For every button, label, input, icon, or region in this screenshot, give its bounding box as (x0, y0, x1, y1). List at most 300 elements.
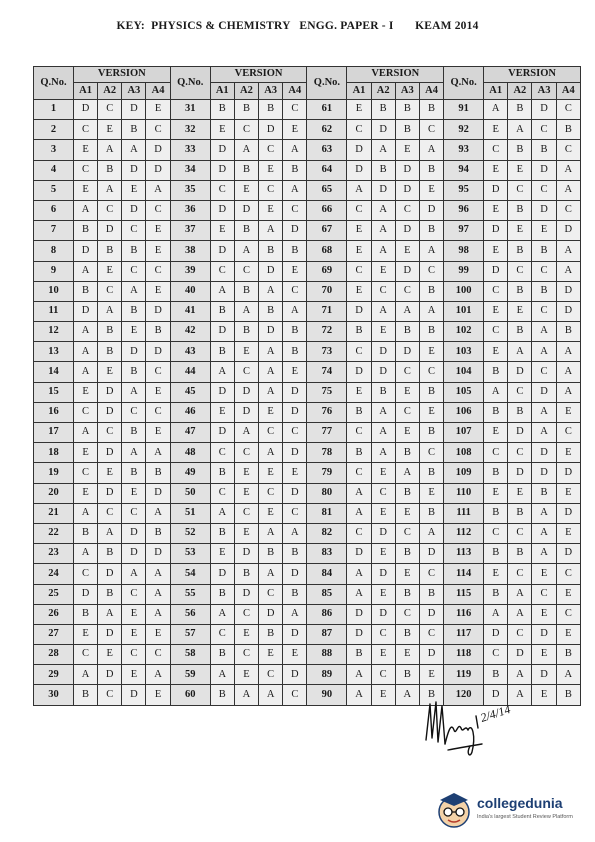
answer-cell: E (259, 463, 283, 483)
answer-cell: A (98, 523, 122, 543)
answer-cell: E (484, 200, 508, 220)
answer-cell: A (73, 322, 97, 342)
answer-cell: B (532, 241, 556, 261)
answer-cell: B (395, 322, 419, 342)
question-number: 46 (170, 402, 210, 422)
table-row (34, 362, 581, 382)
answer-cell: B (532, 281, 556, 301)
answer-cell: E (484, 301, 508, 321)
answer-cell: B (210, 645, 234, 665)
answer-cell: B (283, 160, 307, 180)
answer-cell: B (508, 100, 532, 120)
answer-cell: A (532, 402, 556, 422)
answer-cell: B (73, 604, 97, 624)
answer-cell: C (532, 584, 556, 604)
answer-cell: E (419, 665, 443, 685)
answer-key-body (34, 100, 581, 706)
question-number: 88 (307, 645, 347, 665)
qno-header: Q.No. (34, 67, 74, 100)
answer-cell: E (371, 584, 395, 604)
answer-cell: D (98, 483, 122, 503)
answer-cell: C (210, 261, 234, 281)
question-number: 55 (170, 584, 210, 604)
question-number: 91 (444, 100, 484, 120)
question-number: 19 (34, 463, 74, 483)
question-number: 30 (34, 685, 74, 705)
answer-cell: C (122, 402, 146, 422)
answer-cell: A (210, 362, 234, 382)
answer-cell: D (371, 604, 395, 624)
table-row (34, 120, 581, 140)
answer-cell: A (122, 281, 146, 301)
answer-cell: B (419, 423, 443, 443)
question-number: 23 (34, 544, 74, 564)
table-row (34, 604, 581, 624)
answer-cell: B (210, 523, 234, 543)
answer-cell: B (122, 463, 146, 483)
answer-cell: D (234, 402, 258, 422)
answer-cell: D (259, 322, 283, 342)
question-number: 47 (170, 423, 210, 443)
qno-header: Q.No. (444, 67, 484, 100)
answer-cell: A (122, 443, 146, 463)
answer-cell: C (556, 140, 580, 160)
answer-cell: B (508, 281, 532, 301)
answer-cell: A (371, 301, 395, 321)
answer-cell: D (395, 180, 419, 200)
answer-cell: D (210, 564, 234, 584)
answer-cell: B (395, 483, 419, 503)
answer-cell: D (283, 564, 307, 584)
answer-cell: A (556, 382, 580, 402)
answer-cell: B (283, 322, 307, 342)
answer-cell: D (122, 342, 146, 362)
answer-cell: D (395, 160, 419, 180)
answer-cell: D (234, 584, 258, 604)
question-number: 62 (307, 120, 347, 140)
answer-cell: D (556, 221, 580, 241)
answer-cell: D (484, 221, 508, 241)
question-number: 72 (307, 322, 347, 342)
answer-cell: C (283, 281, 307, 301)
answer-cell: E (347, 281, 371, 301)
answer-cell: B (395, 584, 419, 604)
answer-cell: C (347, 423, 371, 443)
question-number: 94 (444, 160, 484, 180)
answer-cell: D (210, 322, 234, 342)
question-number: 64 (307, 160, 347, 180)
answer-cell: B (556, 645, 580, 665)
answer-cell: C (98, 281, 122, 301)
answer-cell: A (371, 200, 395, 220)
answer-cell: D (73, 100, 97, 120)
answer-cell: B (484, 584, 508, 604)
answer-cell: C (371, 665, 395, 685)
answer-cell: E (532, 604, 556, 624)
answer-cell: D (122, 200, 146, 220)
answer-cell: B (508, 200, 532, 220)
answer-cell: D (98, 564, 122, 584)
question-number: 118 (444, 645, 484, 665)
answer-cell: C (484, 645, 508, 665)
answer-cell: D (508, 423, 532, 443)
answer-cell: C (419, 564, 443, 584)
answer-cell: E (532, 221, 556, 241)
answer-cell: E (395, 382, 419, 402)
answer-cell: C (122, 645, 146, 665)
answer-cell: C (419, 120, 443, 140)
answer-cell: A (73, 261, 97, 281)
answer-cell: B (484, 362, 508, 382)
question-number: 79 (307, 463, 347, 483)
question-number: 76 (307, 402, 347, 422)
answer-cell: A (556, 362, 580, 382)
question-number: 1 (34, 100, 74, 120)
answer-cell: C (283, 503, 307, 523)
question-number: 112 (444, 523, 484, 543)
version-header: VERSION (347, 67, 444, 83)
answer-cell: D (556, 503, 580, 523)
answer-cell: D (283, 665, 307, 685)
answer-cell: B (484, 544, 508, 564)
question-number: 71 (307, 301, 347, 321)
answer-cell: E (484, 342, 508, 362)
answer-cell: E (556, 402, 580, 422)
answer-cell: C (259, 665, 283, 685)
answer-cell: D (508, 645, 532, 665)
question-number: 5 (34, 180, 74, 200)
answer-cell: A (146, 503, 170, 523)
answer-cell: A (556, 160, 580, 180)
answer-cell: D (73, 301, 97, 321)
answer-cell: B (395, 100, 419, 120)
question-number: 114 (444, 564, 484, 584)
answer-cell: E (122, 624, 146, 644)
qno-header: Q.No. (307, 67, 347, 100)
answer-cell: D (210, 241, 234, 261)
table-row (34, 180, 581, 200)
answer-cell: D (347, 140, 371, 160)
question-number: 120 (444, 685, 484, 705)
answer-cell: A (234, 301, 258, 321)
answer-cell: C (532, 120, 556, 140)
answer-cell: A (73, 665, 97, 685)
answer-cell: D (419, 645, 443, 665)
answer-cell: B (371, 160, 395, 180)
answer-cell: B (532, 483, 556, 503)
answer-cell: E (234, 624, 258, 644)
answer-cell: C (532, 362, 556, 382)
answer-cell: A (508, 604, 532, 624)
answer-cell: E (146, 685, 170, 705)
answer-cell: C (419, 261, 443, 281)
answer-cell: C (234, 443, 258, 463)
answer-cell: A (146, 604, 170, 624)
version-code: A4 (419, 83, 443, 100)
answer-cell: A (259, 685, 283, 705)
question-number: 37 (170, 221, 210, 241)
answer-cell: A (259, 443, 283, 463)
answer-cell: B (419, 685, 443, 705)
table-row (34, 281, 581, 301)
answer-cell: E (484, 564, 508, 584)
answer-cell: A (146, 180, 170, 200)
question-number: 82 (307, 523, 347, 543)
question-number: 28 (34, 645, 74, 665)
answer-cell: E (98, 463, 122, 483)
answer-cell: A (347, 584, 371, 604)
question-number: 26 (34, 604, 74, 624)
answer-cell: A (532, 342, 556, 362)
answer-cell: E (122, 483, 146, 503)
answer-cell: B (98, 342, 122, 362)
question-number: 108 (444, 443, 484, 463)
answer-cell: E (98, 362, 122, 382)
question-number: 102 (444, 322, 484, 342)
answer-cell: A (395, 685, 419, 705)
version-code: A4 (146, 83, 170, 100)
question-number: 43 (170, 342, 210, 362)
question-number: 42 (170, 322, 210, 342)
answer-cell: E (419, 402, 443, 422)
answer-cell: C (347, 463, 371, 483)
answer-cell: D (556, 281, 580, 301)
question-number: 15 (34, 382, 74, 402)
answer-cell: A (371, 241, 395, 261)
answer-cell: E (210, 221, 234, 241)
answer-cell: E (371, 322, 395, 342)
answer-cell: C (347, 523, 371, 543)
question-number: 65 (307, 180, 347, 200)
answer-cell: B (395, 544, 419, 564)
answer-cell: B (419, 584, 443, 604)
question-number: 41 (170, 301, 210, 321)
question-number: 74 (307, 362, 347, 382)
answer-cell: C (419, 362, 443, 382)
answer-cell: A (122, 564, 146, 584)
answer-cell: A (532, 503, 556, 523)
answer-cell: E (210, 120, 234, 140)
question-number: 92 (444, 120, 484, 140)
table-row (34, 503, 581, 523)
version-code: A3 (395, 83, 419, 100)
answer-cell: A (73, 423, 97, 443)
answer-cell: D (532, 160, 556, 180)
answer-cell: D (210, 382, 234, 402)
answer-cell: D (122, 685, 146, 705)
question-number: 116 (444, 604, 484, 624)
answer-cell: D (283, 483, 307, 503)
answer-cell: A (210, 503, 234, 523)
answer-cell: A (508, 584, 532, 604)
question-number: 106 (444, 402, 484, 422)
answer-cell: D (556, 463, 580, 483)
answer-cell: B (210, 463, 234, 483)
answer-cell: C (347, 261, 371, 281)
answer-cell: A (371, 443, 395, 463)
answer-cell: D (347, 604, 371, 624)
question-number: 86 (307, 604, 347, 624)
answer-cell: C (484, 281, 508, 301)
answer-cell: B (210, 100, 234, 120)
table-row (34, 200, 581, 220)
answer-cell: A (73, 362, 97, 382)
table-row (34, 342, 581, 362)
answer-cell: C (395, 402, 419, 422)
answer-cell: C (395, 362, 419, 382)
answer-cell: C (210, 483, 234, 503)
answer-cell: B (508, 140, 532, 160)
answer-cell: D (532, 443, 556, 463)
question-number: 104 (444, 362, 484, 382)
answer-cell: C (259, 483, 283, 503)
answer-cell: D (283, 221, 307, 241)
question-number: 2 (34, 120, 74, 140)
table-row (34, 544, 581, 564)
question-number: 29 (34, 665, 74, 685)
question-number: 95 (444, 180, 484, 200)
table-row (34, 564, 581, 584)
collegedunia-logo (435, 790, 585, 830)
answer-cell: C (419, 443, 443, 463)
answer-cell: A (532, 523, 556, 543)
answer-cell: A (98, 604, 122, 624)
answer-cell: A (347, 685, 371, 705)
answer-cell: A (210, 665, 234, 685)
answer-cell: C (371, 483, 395, 503)
answer-cell: A (508, 342, 532, 362)
answer-cell: C (98, 423, 122, 443)
question-number: 100 (444, 281, 484, 301)
answer-cell: E (508, 301, 532, 321)
answer-cell: E (234, 463, 258, 483)
answer-cell: C (122, 221, 146, 241)
answer-cell: A (146, 443, 170, 463)
question-number: 35 (170, 180, 210, 200)
answer-cell: B (556, 322, 580, 342)
question-number: 53 (170, 544, 210, 564)
answer-cell: C (146, 200, 170, 220)
question-number: 61 (307, 100, 347, 120)
question-number: 24 (34, 564, 74, 584)
question-number: 101 (444, 301, 484, 321)
question-number: 103 (444, 342, 484, 362)
answer-cell: D (556, 544, 580, 564)
answer-cell: A (283, 604, 307, 624)
answer-cell: C (146, 120, 170, 140)
answer-cell: C (508, 180, 532, 200)
table-row (34, 483, 581, 503)
answer-cell: E (234, 342, 258, 362)
question-number: 39 (170, 261, 210, 281)
answer-cell: A (259, 362, 283, 382)
answer-cell: E (532, 645, 556, 665)
answer-cell: E (73, 624, 97, 644)
answer-cell: C (146, 645, 170, 665)
answer-cell: D (210, 140, 234, 160)
answer-cell: C (73, 160, 97, 180)
answer-cell: E (484, 483, 508, 503)
answer-cell: C (234, 503, 258, 523)
answer-cell: C (234, 604, 258, 624)
answer-cell: C (234, 362, 258, 382)
answer-cell: B (98, 160, 122, 180)
answer-cell: E (395, 645, 419, 665)
version-header: VERSION (73, 67, 170, 83)
question-number: 60 (170, 685, 210, 705)
question-number: 78 (307, 443, 347, 463)
question-number: 17 (34, 423, 74, 443)
answer-cell: E (347, 221, 371, 241)
answer-cell: E (419, 342, 443, 362)
question-number: 66 (307, 200, 347, 220)
answer-cell: B (508, 402, 532, 422)
question-number: 54 (170, 564, 210, 584)
answer-cell: A (73, 544, 97, 564)
question-number: 20 (34, 483, 74, 503)
answer-cell: D (371, 342, 395, 362)
answer-cell: C (556, 564, 580, 584)
answer-cell: E (556, 584, 580, 604)
answer-cell: B (210, 584, 234, 604)
answer-cell: C (484, 443, 508, 463)
mascot-icon (435, 790, 473, 830)
answer-cell: C (347, 200, 371, 220)
question-number: 12 (34, 322, 74, 342)
answer-cell: C (395, 200, 419, 220)
question-number: 117 (444, 624, 484, 644)
question-number: 99 (444, 261, 484, 281)
question-number: 90 (307, 685, 347, 705)
answer-cell: C (73, 402, 97, 422)
answer-cell: A (259, 281, 283, 301)
answer-cell: E (146, 281, 170, 301)
answer-cell: B (347, 322, 371, 342)
table-row (34, 261, 581, 281)
answer-cell: C (556, 100, 580, 120)
question-number: 16 (34, 402, 74, 422)
answer-cell: B (395, 624, 419, 644)
answer-cell: D (556, 301, 580, 321)
answer-cell: D (371, 362, 395, 382)
answer-cell: E (98, 645, 122, 665)
answer-cell: D (122, 544, 146, 564)
question-number: 113 (444, 544, 484, 564)
answer-cell: D (98, 665, 122, 685)
question-number: 63 (307, 140, 347, 160)
qno-header: Q.No. (170, 67, 210, 100)
answer-cell: A (371, 140, 395, 160)
answer-cell: E (371, 685, 395, 705)
answer-cell: E (419, 483, 443, 503)
answer-cell: B (146, 523, 170, 543)
question-number: 56 (170, 604, 210, 624)
answer-cell: B (234, 564, 258, 584)
answer-cell: A (508, 685, 532, 705)
answer-cell: D (532, 665, 556, 685)
answer-cell: C (508, 261, 532, 281)
answer-cell: E (234, 483, 258, 503)
answer-cell: E (532, 685, 556, 705)
question-number: 36 (170, 200, 210, 220)
answer-cell: E (98, 120, 122, 140)
answer-cell: D (532, 382, 556, 402)
answer-cell: C (73, 564, 97, 584)
answer-cell: B (556, 685, 580, 705)
table-row (34, 382, 581, 402)
answer-cell: D (347, 624, 371, 644)
answer-cell: C (259, 140, 283, 160)
